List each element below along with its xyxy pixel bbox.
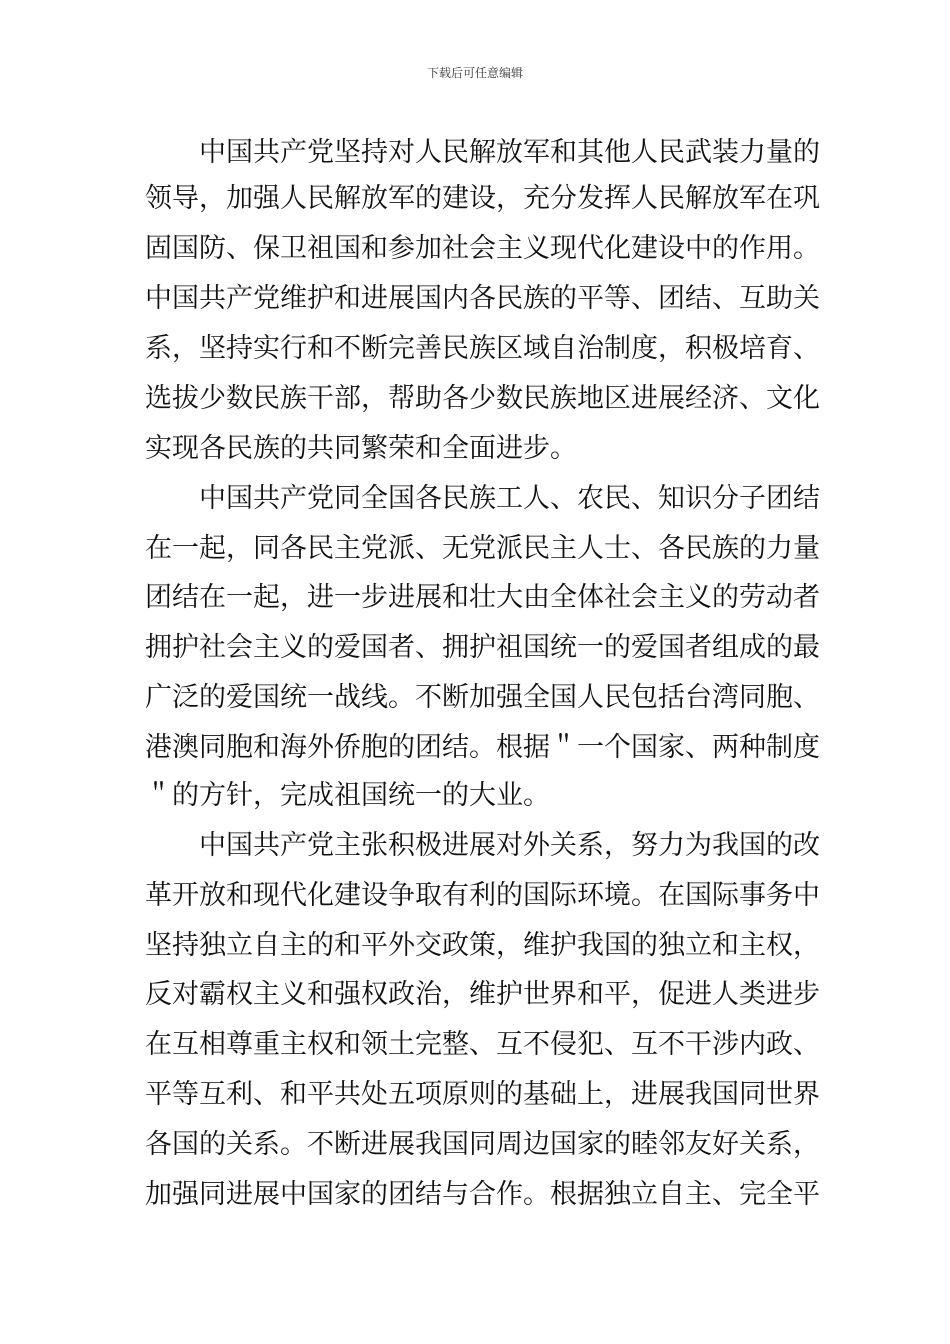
paragraph-line: 选拔少数民族干部，帮助各少数民族地区进展经济、文化 [145, 383, 820, 414]
paragraph-line: 系，坚持实行和不断完善民族区域自治制度，积极培育、 [145, 333, 820, 364]
paragraph-line: 在互相尊重主权和领土完整、互不侵犯、互不干涉内政、 [145, 1029, 820, 1060]
paragraph-line: 拥护社会主义的爱国者、拥护祖国统一的爱国者组成的最 [145, 632, 820, 663]
paragraph-line: 革开放和现代化建设争取有利的国际环境。在国际事务中 [145, 880, 820, 911]
paragraph-line: 港澳同胞和海外侨胞的团结。根据＂一个国家、两种制度 [145, 732, 820, 763]
paragraph-line: 各国的关系。不断进展我国同周边国家的睦邻友好关系， [145, 1129, 820, 1160]
paragraph-line: 固国防、保卫祖国和参加社会主义现代化建设中的作用。 [145, 233, 820, 264]
paragraph-line: 中国共产党主张积极进展对外关系，努力为我国的改 [199, 830, 820, 861]
paragraph-line: 中国共产党同全国各民族工人、农民、知识分子团结 [199, 483, 820, 514]
paragraph-line: 中国共产党维护和进展国内各民族的平等、团结、互助关 [145, 283, 820, 314]
paragraph-line: 团结在一起，进一步进展和壮大由全体社会主义的劳动者 [145, 582, 820, 613]
paragraph-line: ＂的方针，完成祖国统一的大业。 [145, 780, 550, 811]
paragraph-line: 中国共产党坚持对人民解放军和其他人民武装力量的 [199, 137, 820, 168]
paragraph-line: 在一起，同各民主党派、无党派民主人士、各民族的力量 [145, 533, 820, 564]
paragraph-line: 反对霸权主义和强权政治，维护世界和平，促进人类进步 [145, 979, 820, 1010]
paragraph-line: 领导，加强人民解放军的建设，充分发挥人民解放军在巩 [145, 183, 820, 214]
paragraph-line: 平等互利、和平共处五项原则的基础上，进展我国同世界 [145, 1079, 820, 1110]
page-header: 下载后可任意编辑 [426, 66, 523, 80]
paragraph-line: 实现各民族的共同繁荣和全面进步。 [145, 433, 577, 464]
paragraph-line: 广泛的爱国统一战线。不断加强全国人民包括台湾同胞、 [145, 682, 820, 713]
paragraph-line: 加强同进展中国家的团结与合作。根据独立自主、完全平 [145, 1179, 820, 1210]
paragraph-line: 坚持独立自主的和平外交政策，维护我国的独立和主权， [145, 930, 820, 961]
